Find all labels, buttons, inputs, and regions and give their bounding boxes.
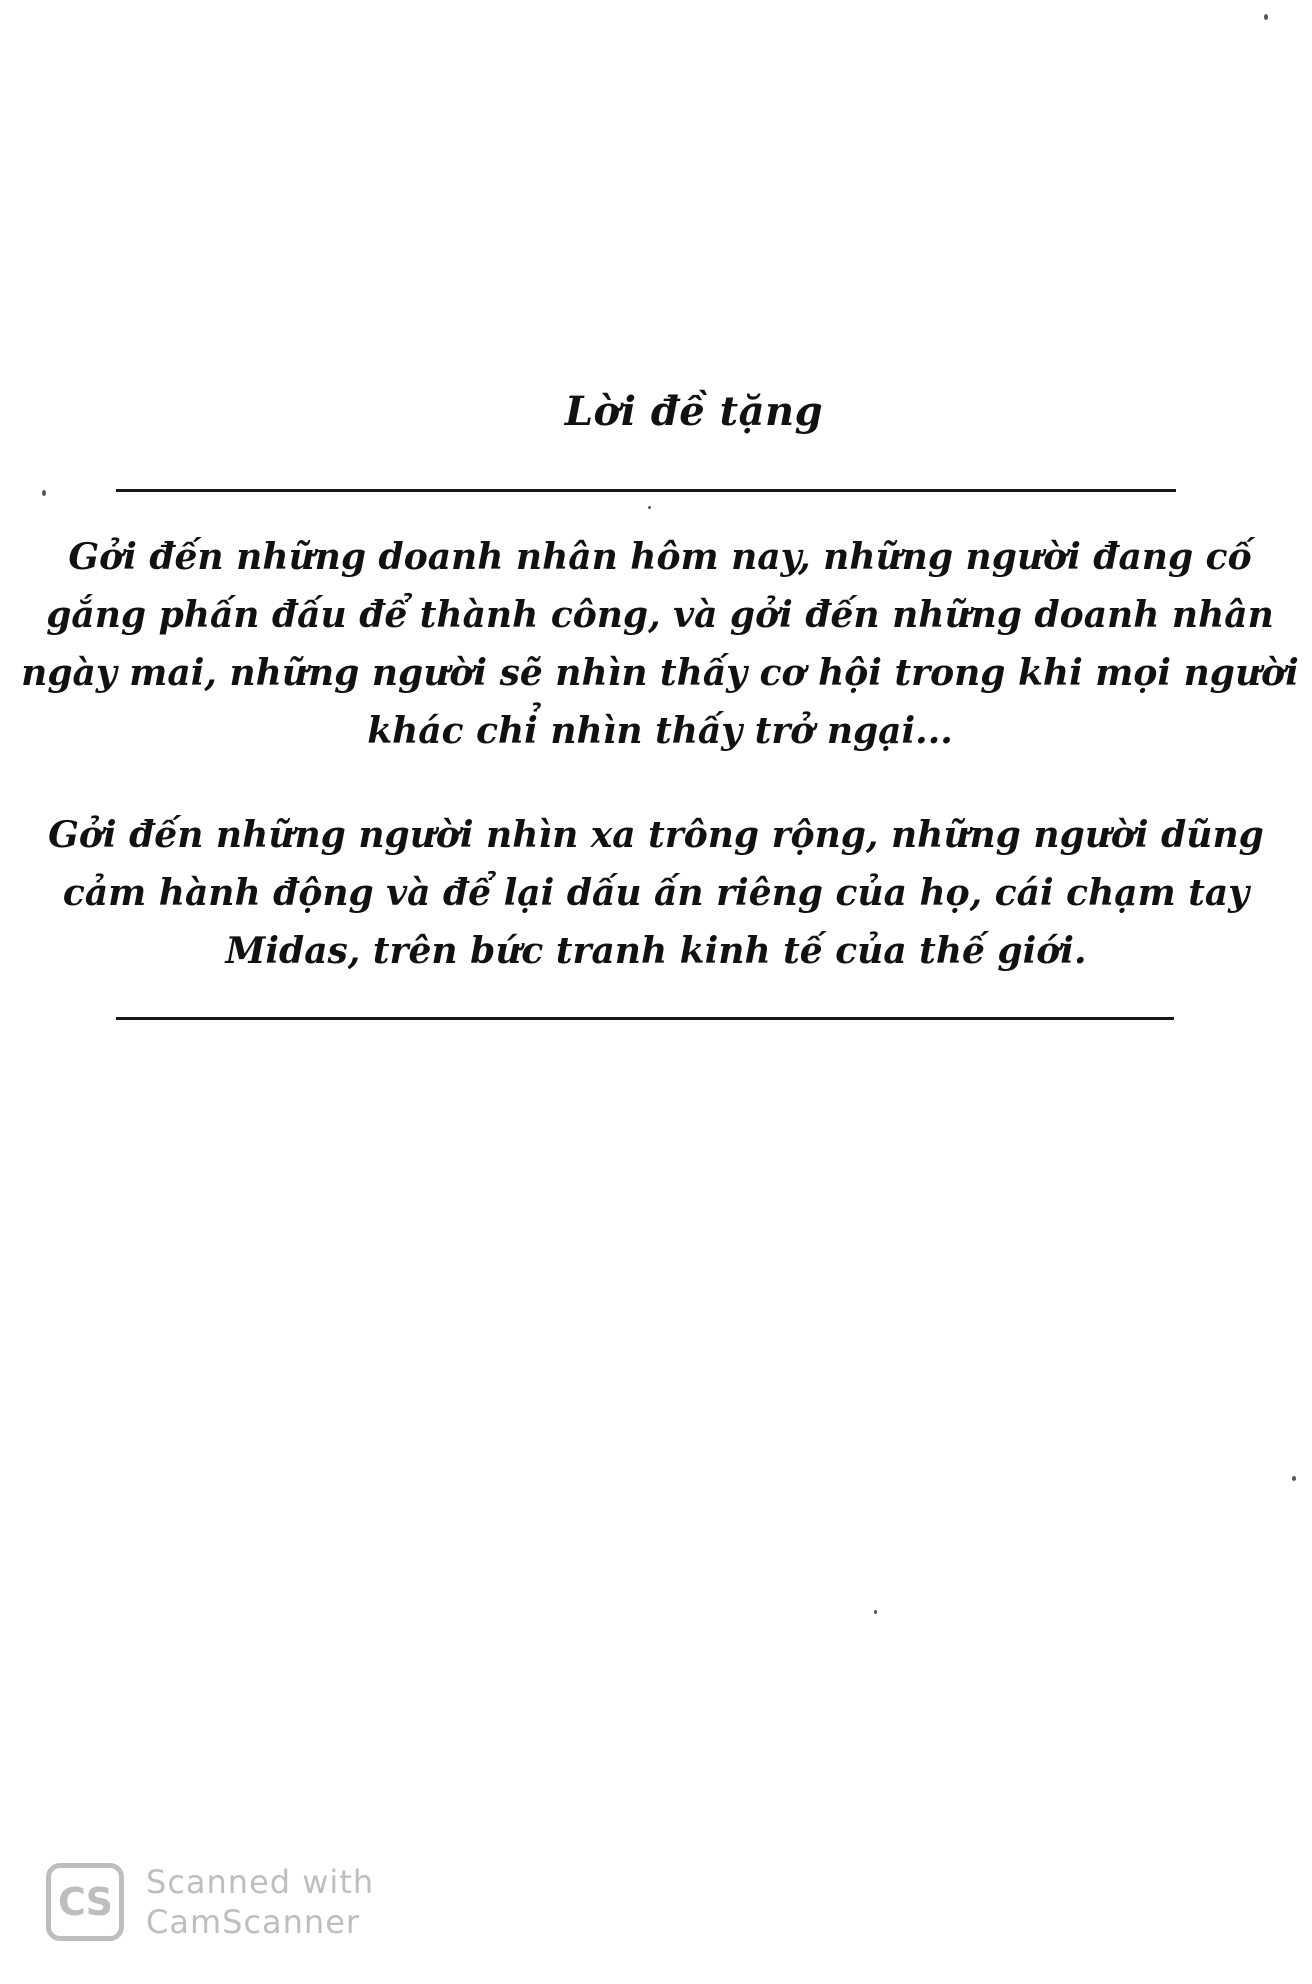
scan-speck <box>1264 14 1268 20</box>
dedication-paragraph-1 <box>0 528 1312 760</box>
paragraph-line: cảm hành động và để lại dấu ấn riêng của họ, cái chạm tay <box>62 872 1250 914</box>
watermark-text <box>146 1862 374 1942</box>
scan-speck <box>42 490 46 496</box>
scan-speck <box>648 506 651 509</box>
scan-speck <box>874 1610 877 1614</box>
dedication-paragraph-2 <box>0 806 1312 980</box>
paragraph-line: gắng phấn đấu để thành công, và gởi đến những doanh nhân <box>46 594 1274 636</box>
paragraph-line: Midas, trên bức tranh kinh tế của thế giới. <box>225 930 1087 972</box>
paragraph-line: Gởi đến những người nhìn xa trông rộng, những người dũng <box>48 814 1264 856</box>
camscanner-logo-icon: CS <box>46 1863 124 1941</box>
paragraph-line: ngày mai, những người sẽ nhìn thấy cơ hội trong khi mọi người <box>21 652 1299 694</box>
paragraph-line: Gởi đến những doanh nhân hôm nay, những người đang cố <box>68 536 1252 578</box>
watermark-line-1: Scanned with <box>146 1863 375 1901</box>
camscanner-watermark <box>46 1858 374 1946</box>
paragraph-line: khác chỉ nhìn thấy trở ngại... <box>367 710 953 752</box>
page-title: Lời đề tặng <box>564 388 824 435</box>
scan-speck <box>1292 1476 1296 1481</box>
watermark-line-2: CamScanner <box>146 1903 361 1941</box>
top-divider <box>116 489 1176 492</box>
bottom-divider <box>116 1017 1174 1020</box>
